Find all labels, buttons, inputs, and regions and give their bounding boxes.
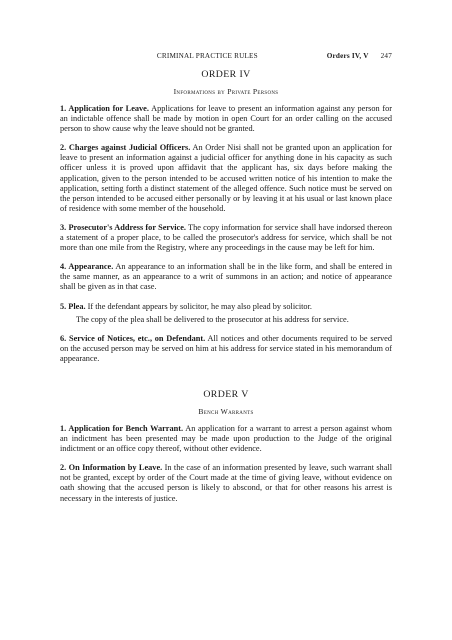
rule-text: An Order Nisi shall not be granted upon an application for leave to present an information against a judicial officer for anything done in his capacity as such officer unless it is proved upon affidavit that the applicant has, six days before making the application, given to the person intended to be accused written notice of his intention to make the application, setting forth a distinct statement of the alleged offence. Such notice must be served on the person intended to be accused either personally or by leaving it at his usual or last known place of residence with some member of the household.	[60, 143, 392, 213]
page-number: 247	[380, 52, 392, 60]
rule-iv-1	[60, 104, 392, 134]
running-head	[60, 52, 392, 60]
order-v-title: ORDER V	[203, 388, 249, 400]
rule-heading: 1. Application for Leave.	[60, 104, 149, 113]
rule-iv-4	[60, 262, 392, 292]
rule-heading: 2. On Information by Leave.	[60, 463, 163, 473]
rule-text: Applications for leave to present an information against any person for an indictable offence shall be made by motion in open Court for an order calling on the accused person to show cause why the leave should not be granted.	[60, 104, 392, 134]
rule-heading: 4. Appearance.	[60, 262, 114, 272]
rule-iv-5-continuation: The copy of the plea shall be delivered to the prosecutor at his address for service.	[76, 314, 349, 324]
rule-heading: 6. Service of Notices, etc., on Defendant.	[60, 333, 206, 343]
order-v-subtitle: Bench Warrants	[198, 406, 254, 416]
running-head-right	[327, 52, 392, 60]
rule-text: An application for a warrant to arrest a person against whom an indictment has been presented may be made upon production to the Judge of the original indictment or an office copy thereof, without other evidence.	[60, 423, 392, 454]
rule-text: If the defendant appears by solicitor, he may also plead by solicitor.	[87, 301, 312, 311]
rule-iv-5	[60, 302, 392, 312]
rule-text: All notices and other documents required to be served on the accused person may be served on him at his address for service stated in his memorandum of appearance.	[60, 333, 393, 363]
rule-heading: 1. Application for Bench Warrant.	[60, 423, 184, 433]
running-title: CRIMINAL PRACTICE RULES	[156, 52, 258, 60]
rule-text: In the case of an information presented by leave, such warrant shall not be granted, except by order of the Court made at the time of giving leave, without evidence on oath showing that the accused person is likely to abscond, or that for other reasons his arrest is necessary in the interests of justice.	[60, 463, 392, 503]
order-v-section	[60, 389, 392, 504]
rule-heading: 5. Plea.	[60, 301, 86, 311]
rule-iv-2	[60, 143, 392, 214]
rule-v-2	[60, 463, 392, 503]
rule-heading: 3. Prosecutor's Address for Service.	[60, 222, 186, 232]
rule-v-1	[60, 424, 392, 454]
order-iv-title: ORDER IV	[201, 69, 251, 80]
orders-label: Orders IV, V	[326, 52, 369, 60]
rule-text: The copy information for service shall have indorsed thereon a statement of a proper place, to be called the prosecutor's address for service, which shall be not more than one mile from the Registry, where any proceedings in the cause may be left for him.	[60, 222, 392, 253]
rule-iv-6	[60, 334, 392, 364]
order-iv-section	[60, 69, 392, 364]
rule-iv-3	[60, 223, 392, 253]
rule-heading: 2. Charges against Judicial Officers.	[60, 143, 191, 153]
rule-text: An appearance to an information shall be in the like form, and shall be entered in the same manner, as an appearance to a writ of summons in an action; and notice of appearance shall be given as in that case.	[60, 262, 392, 292]
section-gap	[60, 373, 392, 387]
order-iv-subtitle: Informations by Private Persons	[173, 87, 279, 96]
